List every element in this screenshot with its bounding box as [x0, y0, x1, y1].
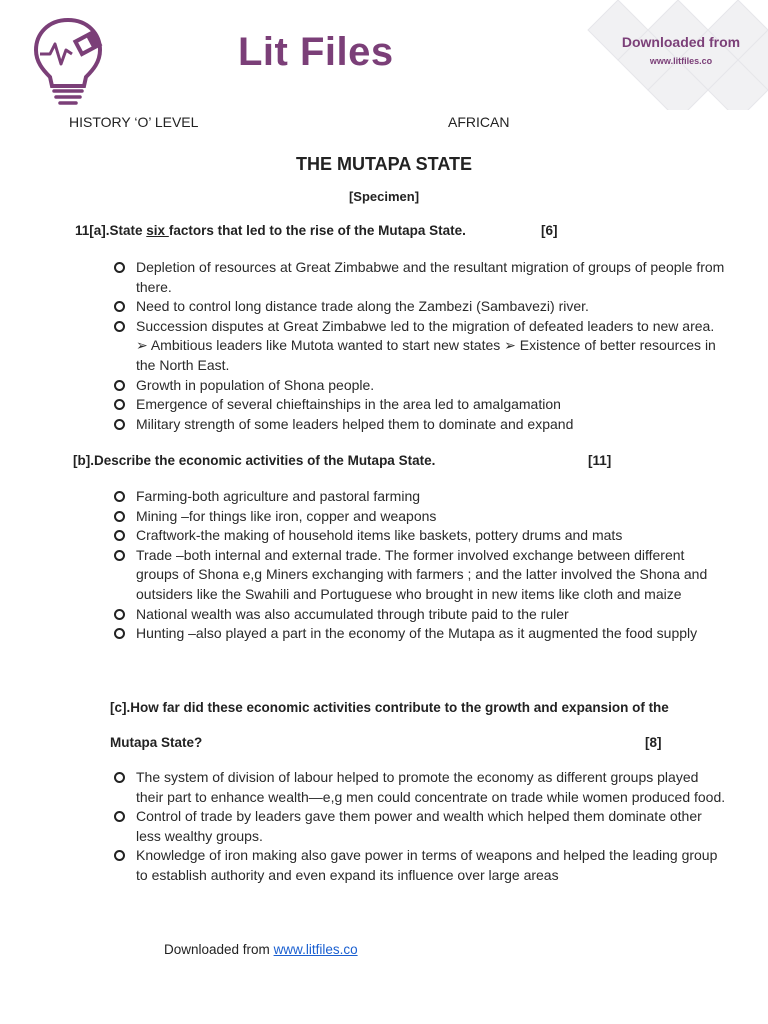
badge-url: www.litfiles.co [649, 56, 713, 66]
subject-level: HISTORY ‘O’ LEVEL [69, 114, 199, 130]
answer-text: Control of trade by leaders gave them power and wealth which helped them dominate other less wealthy groups. [136, 808, 702, 844]
answer-text: Trade –both internal and external trade. The former involved exchange between different groups of Shona e,g Miners exchanging with farmers ; and the latter involved the Shona and outsiders like the Swahili and Portuguese who brought in new items like cloth and maize [136, 546, 708, 602]
lightbulb-book-icon [28, 14, 108, 106]
answer-list-b [112, 487, 728, 644]
answer-item [112, 605, 728, 625]
bullet-circle-icon [114, 301, 125, 312]
bullet-circle-icon [114, 850, 125, 861]
bullet-circle-icon [114, 399, 125, 410]
bullet-circle-icon [114, 419, 125, 430]
answer-text: Depletion of resources at Great Zimbabwe and the resultant migration of groups of people from there. [136, 259, 725, 295]
answer-item [112, 415, 728, 435]
answer-item [112, 487, 728, 507]
answer-item [112, 624, 728, 644]
answer-text: Growth in population of Shona people. [136, 376, 375, 393]
answer-item [112, 768, 728, 807]
question-a-marks: [6] [541, 223, 558, 238]
answer-item [112, 317, 728, 376]
answer-item [112, 507, 728, 527]
page-subtitle: [Specimen] [348, 189, 420, 204]
bullet-circle-icon [114, 772, 125, 783]
bullet-circle-icon [114, 262, 125, 273]
page-title: THE MUTAPA STATE [296, 154, 472, 174]
answer-item [112, 395, 728, 415]
answer-text: Craftwork-the making of household items like baskets, pottery drums and mats [136, 527, 623, 544]
badge-title: Downloaded from [621, 34, 741, 50]
answer-text: Farming-both agriculture and pastoral farming [136, 488, 421, 504]
question-a-suffix: factors that led to the rise of the Mutapa State. [168, 223, 466, 238]
answer-text: The system of division of labour helped to promote the economy as different groups played their part to enhance wealth—e,g men could concentrate on trade while women produced food. [136, 769, 726, 805]
footer-link[interactable]: www.litfiles.co [273, 942, 358, 957]
answer-item [112, 526, 728, 546]
bullet-circle-icon [114, 380, 125, 391]
answer-text: Knowledge of iron making also gave power in terms of weapons and helped the leading group to establish authority and even expand its influence over large areas [136, 847, 718, 883]
bullet-circle-icon [114, 628, 125, 639]
answer-list-a [112, 258, 728, 434]
answer-text: Succession disputes at Great Zimbabwe led to the migration of defeated leaders to new area. ➢ Ambitious leaders like Mutota wanted to start new states ➢ Existence of better resources in the North East. [136, 317, 716, 373]
question-a-prefix: 11[a].State [75, 223, 147, 238]
answer-text: Mining –for things like iron, copper and weapons [136, 507, 437, 524]
question-c-line2: Mutapa State? [110, 735, 203, 750]
answer-item [112, 376, 728, 396]
bullet-circle-icon [114, 811, 125, 822]
question-a [75, 223, 466, 238]
answer-item [112, 546, 728, 605]
answer-item [112, 807, 728, 846]
question-b-marks: [11] [588, 453, 612, 468]
bullet-circle-icon [114, 550, 125, 561]
question-c-marks: [8] [645, 735, 662, 750]
footer [164, 942, 358, 957]
question-a-underlined: six [146, 223, 169, 238]
answer-list-c [112, 768, 728, 886]
download-badge [606, 34, 756, 66]
bullet-circle-icon [114, 321, 125, 332]
answer-item [112, 297, 728, 317]
bullet-circle-icon [114, 609, 125, 620]
bullet-circle-icon [114, 530, 125, 541]
answer-item [112, 846, 728, 885]
subject-paper: AFRICAN [448, 114, 510, 130]
bullet-circle-icon [114, 511, 125, 522]
answer-text: Need to control long distance trade along the Zambezi (Sambavezi) river. [136, 298, 589, 315]
answer-text: Military strength of some leaders helped them to dominate and expand [136, 415, 574, 432]
question-c-line1: [c].How far did these economic activities contribute to the growth and expansion of the [110, 700, 669, 715]
answer-text: Emergence of several chieftainships in the area led to amalgamation [136, 396, 561, 413]
question-b: [b].Describe the economic activities of the Mutapa State. [73, 453, 436, 468]
bullet-circle-icon [114, 491, 125, 502]
brand-title: Lit Files [238, 30, 394, 74]
footer-label: Downloaded from [164, 942, 274, 957]
answer-text: National wealth was also accumulated through tribute paid to the ruler [136, 605, 569, 622]
answer-item [112, 258, 728, 297]
answer-text: Hunting –also played a part in the economy of the Mutapa as it augmented the food supply [136, 625, 698, 642]
